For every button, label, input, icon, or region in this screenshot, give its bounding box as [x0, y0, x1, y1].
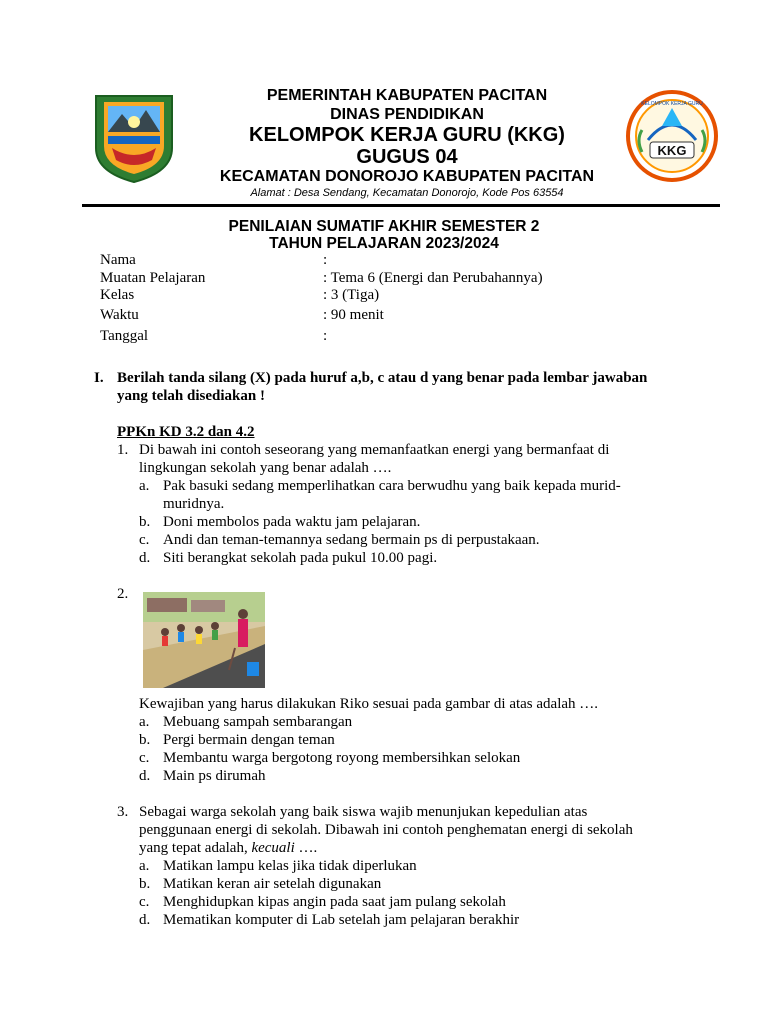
q3-stem-2: penggunaan energi di sekolah. Dibawah ini contoh penghematan energi di sekolah — [139, 822, 633, 838]
q1-number: 1. — [117, 442, 129, 458]
q2-option-a: Mebuang sampah sembarangan — [163, 714, 353, 730]
q2-option-a-letter: a. — [139, 714, 150, 730]
q2-option-d-letter: d. — [139, 768, 151, 784]
q2-option-c-letter: c. — [139, 750, 150, 766]
section-number: I. — [94, 370, 104, 386]
section-instruction-2: yang telah disediakan ! — [117, 388, 265, 404]
exam-year: TAHUN PELAJARAN 2023/2024 — [269, 235, 499, 252]
section-instruction-1: Berilah tanda silang (X) pada huruf a,b, c atau d yang benar pada lembar jawaban — [117, 370, 648, 386]
kkg-logo-icon — [622, 90, 724, 186]
q1-option-b-letter: b. — [139, 514, 151, 530]
q3-number: 3. — [117, 804, 129, 820]
q3-option-d-letter: d. — [139, 912, 151, 928]
info-value-time: : 90 menit — [323, 307, 384, 323]
q1-stem-2: lingkungan sekolah yang benar adalah …. — [139, 460, 392, 476]
q1-option-c: Andi dan teman-temannya sedang bermain ps di perpustakaan. — [163, 532, 540, 548]
q3-stem-3-suffix: …. — [298, 840, 318, 856]
q1-option-c-letter: c. — [139, 532, 150, 548]
q1-option-d: Siti berangkat sekolah pada pukul 10.00 pagi. — [163, 550, 438, 566]
info-label-class: Kelas — [100, 287, 135, 303]
q2-option-d: Main ps dirumah — [163, 768, 266, 784]
q1-option-a-letter: a. — [139, 478, 150, 494]
q3-option-b-letter: b. — [139, 876, 151, 892]
q2-option-b: Pergi bermain dengan teman — [163, 732, 335, 748]
q3-option-c-letter: c. — [139, 894, 150, 910]
q2-stem: Kewajiban yang harus dilakukan Riko sesuai pada gambar di atas adalah …. — [139, 696, 599, 712]
kkg-logo-text: KKG — [657, 143, 687, 158]
q1-stem-1: Di bawah ini contoh seseorang yang memanfaatkan energi yang bermanfaat di — [139, 442, 610, 458]
info-label-subject: Muatan Pelajaran — [100, 270, 206, 286]
q3-option-d: Mematikan komputer di Lab setelah jam pelajaran berakhir — [163, 912, 520, 928]
exam-title: PENILAIAN SUMATIF AKHIR SEMESTER 2 — [228, 218, 540, 235]
q2-number: 2. — [117, 586, 129, 602]
info-label-name: Nama — [100, 252, 136, 268]
q3-option-c: Menghidupkan kipas angin pada saat jam pulang sekolah — [163, 894, 506, 910]
info-value-class: : 3 (Tiga) — [323, 287, 380, 303]
q1-option-a-1: Pak basuki sedang memperlihatkan cara berwudhu yang baik kepada murid- — [163, 478, 621, 494]
info-value-date: : — [323, 328, 328, 344]
q3-option-a-letter: a. — [139, 858, 150, 874]
q3-stem-3 — [139, 839, 317, 857]
q1-option-a-2: muridnya. — [163, 496, 225, 512]
header-cluster: GUGUS 04 — [356, 146, 458, 168]
q3-stem-1: Sebagai warga sekolah yang baik siswa wajib menunjukan kepedulian atas — [139, 804, 588, 820]
section-subheading: PPKn KD 3.2 dan 4.2 — [117, 424, 255, 440]
kkg-logo-ring-text: KELOMPOK KERJA GURU — [641, 101, 703, 107]
q3-stem-3-emphasis: kecuali — [251, 840, 295, 856]
community-cleanup-illustration — [143, 592, 265, 688]
q1-option-d-letter: d. — [139, 550, 151, 566]
header-district: KECAMATAN DONOROJO KABUPATEN PACITAN — [219, 168, 595, 185]
q2-option-b-letter: b. — [139, 732, 151, 748]
header-department: DINAS PENDIDIKAN — [330, 106, 484, 123]
info-label-time: Waktu — [100, 307, 139, 323]
info-value-subject: : Tema 6 (Energi dan Perubahannya) — [323, 270, 543, 286]
q3-stem-3-prefix: yang tepat adalah, — [139, 840, 248, 856]
q3-option-b: Matikan keran air setelah digunakan — [163, 876, 382, 892]
pacitan-emblem-icon — [92, 92, 176, 184]
header-group: KELOMPOK KERJA GURU (KKG) — [249, 124, 565, 146]
header-government: PEMERINTAH KABUPATEN PACITAN — [266, 87, 548, 104]
q2-option-c: Membantu warga bergotong royong membersihkan selokan — [163, 750, 521, 766]
header-address: Alamat : Desa Sendang, Kecamatan Donorojo, Kode Pos 63554 — [250, 187, 564, 199]
q3-option-a: Matikan lampu kelas jika tidak diperlukan — [163, 858, 417, 874]
info-label-date: Tanggal — [100, 328, 149, 344]
info-value-name: : — [323, 252, 328, 268]
q1-option-b: Doni membolos pada waktu jam pelajaran. — [163, 514, 421, 530]
header-divider — [82, 204, 720, 207]
